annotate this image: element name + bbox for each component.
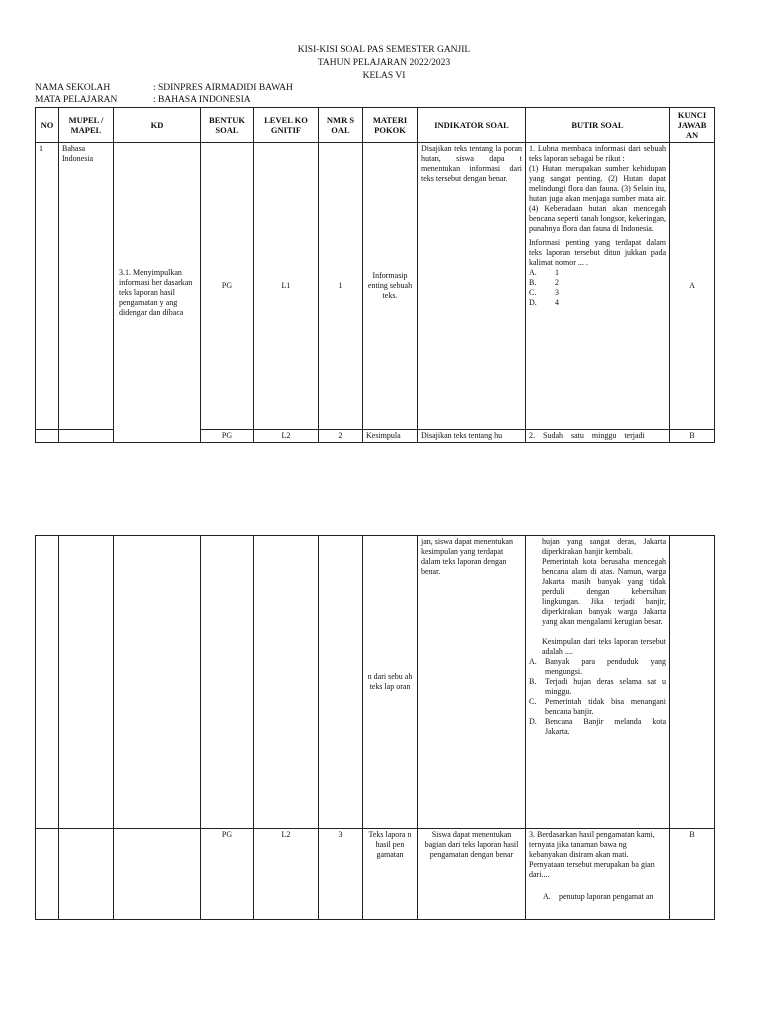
- cell-bentuk: PG: [201, 829, 254, 920]
- cell-mapel: [59, 430, 114, 443]
- col-materi: MATERI POKOK: [363, 108, 418, 143]
- cell-indikator: jan, siswa dapat menentukan kesimpulan yang terdapat dalam teks laporan dengan benar.: [418, 536, 526, 829]
- option-letter: B.: [529, 278, 537, 287]
- kd-text: 3.1. Menyimpulkan informasi ber dasarkan teks laporan hasil pengamatan y ang didengar dan dibaca: [119, 267, 193, 317]
- butir-text-p2: Pemerintah kota berusaha mencegah bencana alam di atas. Namun, warga Jakarta masih banyak yang tidak perduli dengan kebersihan lingkungan. Jika terjadi banjir, diperkirakan banyak warga Jakarta yang akan mengalami kerugian besar.: [542, 557, 666, 626]
- option-b: [529, 278, 666, 288]
- cell-level: L2: [254, 829, 319, 920]
- cell-kd: [114, 829, 201, 920]
- butir-text-p1: hujan yang sangat deras, Jakarta diperkirakan banjir kembali.: [542, 537, 666, 556]
- option-letter: A.: [543, 892, 551, 901]
- table-header-row: [36, 108, 715, 143]
- option-a: [529, 892, 666, 902]
- butir-question: Informasi penting yang terdapat dalam teks laporan tersebut ditun jukkan pada kalimat nomor ... .: [529, 238, 666, 267]
- cell-butir: [526, 143, 670, 430]
- butir-intro: 1. Lubna membaca informasi dari sebuah teks laporan sebagai be rikut :: [529, 144, 666, 163]
- cell-level: L2: [254, 430, 319, 443]
- cell-bentuk: PG: [201, 430, 254, 443]
- col-indikator: INDIKATOR SOAL: [418, 108, 526, 143]
- cell-kunci: [670, 536, 715, 829]
- cell-indikator: Disajikan teks tentang la poran hutan, siswa dapa t menentukan informasi dari teks tersebut dengan benar.: [418, 143, 526, 430]
- cell-mapel: Bahasa Indonesia: [59, 143, 114, 430]
- doc-title-line1: KISI-KISI SOAL PAS SEMESTER GANJIL: [297, 45, 471, 55]
- option-a: [529, 268, 666, 278]
- option-text: Terjadi hujan deras selama sat u minggu.: [545, 677, 666, 696]
- cell-nomor: 2: [319, 430, 363, 443]
- col-mapel: MUPEL / MAPEL: [59, 108, 114, 143]
- cell-materi: Kesimpula: [363, 430, 418, 443]
- cell-mapel: [59, 536, 114, 829]
- cell-materi: n dari sebu ah teks lap oran: [363, 536, 418, 829]
- cell-butir: [526, 536, 670, 829]
- option-d: [529, 298, 666, 308]
- col-nomor: NMR S OAL: [319, 108, 363, 143]
- option-text: 2: [555, 278, 559, 287]
- butir-text: 3. Berdasarkan hasil pengamatan kami, ternyata jika tanaman bawa ng kebanyakan disiram akan mati. Pernyataan tersebut merupakan ba gian dari....: [529, 830, 655, 879]
- cell-nomor: [319, 536, 363, 829]
- table-row: [36, 829, 715, 920]
- option-text: Pemerintah tidak bisa menangani bencana banjir.: [545, 697, 666, 716]
- option-text: penutup laporan pengamat an: [559, 892, 654, 901]
- option-c: [529, 697, 666, 717]
- cell-kunci: A: [670, 143, 715, 430]
- cell-materi: Informasip enting sebuah teks.: [363, 143, 418, 430]
- meta-school-value: : SDINPRES AIRMADIDI BAWAH: [153, 83, 293, 93]
- option-b: [529, 677, 666, 697]
- option-letter: B.: [529, 677, 537, 686]
- option-text: Bencana Banjir melanda kota Jakarta.: [545, 717, 666, 736]
- option-letter: C.: [529, 288, 537, 297]
- option-c: [529, 288, 666, 298]
- meta-school-label: NAMA SEKOLAH: [35, 83, 111, 93]
- butir-text: (1) Hutan merupakan sumber kehidupan yang sangat penting. (2) Hutan dapat melindungi flora dan fauna. (3) Selain itu, hutan juga akan menjaga sumber mata air. (4) Keberadaan hutan akan mencegah bencana seperti tanah longsor, kekeringan, punahnya flora dan fauna di Indonesia.: [529, 164, 666, 233]
- cell-mapel: [59, 829, 114, 920]
- meta-subject: [35, 95, 251, 106]
- option-text: 3: [555, 288, 559, 297]
- cell-nomor: 3: [319, 829, 363, 920]
- option-letter: D.: [529, 717, 537, 726]
- butir-question: Kesimpulan dari teks laporan tersebut adalah ....: [542, 637, 666, 656]
- option-letter: D.: [529, 298, 537, 307]
- kisi-table-page2: [35, 535, 715, 920]
- cell-nomor: 1: [319, 143, 363, 430]
- cell-materi: Teks lapora n hasil pen gamatan: [363, 829, 418, 920]
- option-letter: A.: [529, 657, 537, 666]
- meta-subject-value: : BAHASA INDONESIA: [153, 95, 251, 105]
- cell-kd: [114, 143, 201, 443]
- cell-no: 1: [36, 143, 59, 430]
- option-letter: A.: [529, 268, 537, 277]
- col-bentuk: BENTUK SOAL: [201, 108, 254, 143]
- col-no: NO: [36, 108, 59, 143]
- option-a: [529, 657, 666, 677]
- cell-bentuk: PG: [201, 143, 254, 430]
- table-row: [36, 143, 715, 430]
- option-text: 1: [555, 268, 559, 277]
- doc-title-line2: TAHUN PELAJARAN 2022/2023: [317, 58, 451, 68]
- cell-kunci: B: [670, 829, 715, 920]
- cell-no: [36, 829, 59, 920]
- option-d: [529, 717, 666, 737]
- col-level: LEVEL KO GNITIF: [254, 108, 319, 143]
- cell-no: [36, 430, 59, 443]
- kisi-table-page1: [35, 107, 715, 443]
- cell-indikator: Siswa dapat menentukan bagian dari teks laporan hasil pengamatan dengan benar: [418, 829, 526, 920]
- cell-level: L1: [254, 143, 319, 430]
- option-letter: C.: [529, 697, 537, 706]
- cell-no: [36, 536, 59, 829]
- cell-level: [254, 536, 319, 829]
- cell-indikator: Disajikan teks tentang hu: [418, 430, 526, 443]
- meta-school: [35, 83, 293, 94]
- cell-bentuk: [201, 536, 254, 829]
- col-kd: KD: [114, 108, 201, 143]
- cell-butir: 2. Sudah satu minggu terjadi: [526, 430, 670, 443]
- option-text: 4: [555, 298, 559, 307]
- meta-subject-label: MATA PELAJARAN: [35, 95, 118, 105]
- cell-kd: [114, 536, 201, 829]
- option-text: Banyak para penduduk yang mengungsi.: [545, 657, 666, 676]
- cell-kunci: B: [670, 430, 715, 443]
- col-butir: BUTIR SOAL: [526, 108, 670, 143]
- cell-butir: [526, 829, 670, 920]
- doc-title-line3: KELAS VI: [362, 71, 406, 81]
- table-row: [36, 536, 715, 829]
- col-kunci: KUNCI JAWAB AN: [670, 108, 715, 143]
